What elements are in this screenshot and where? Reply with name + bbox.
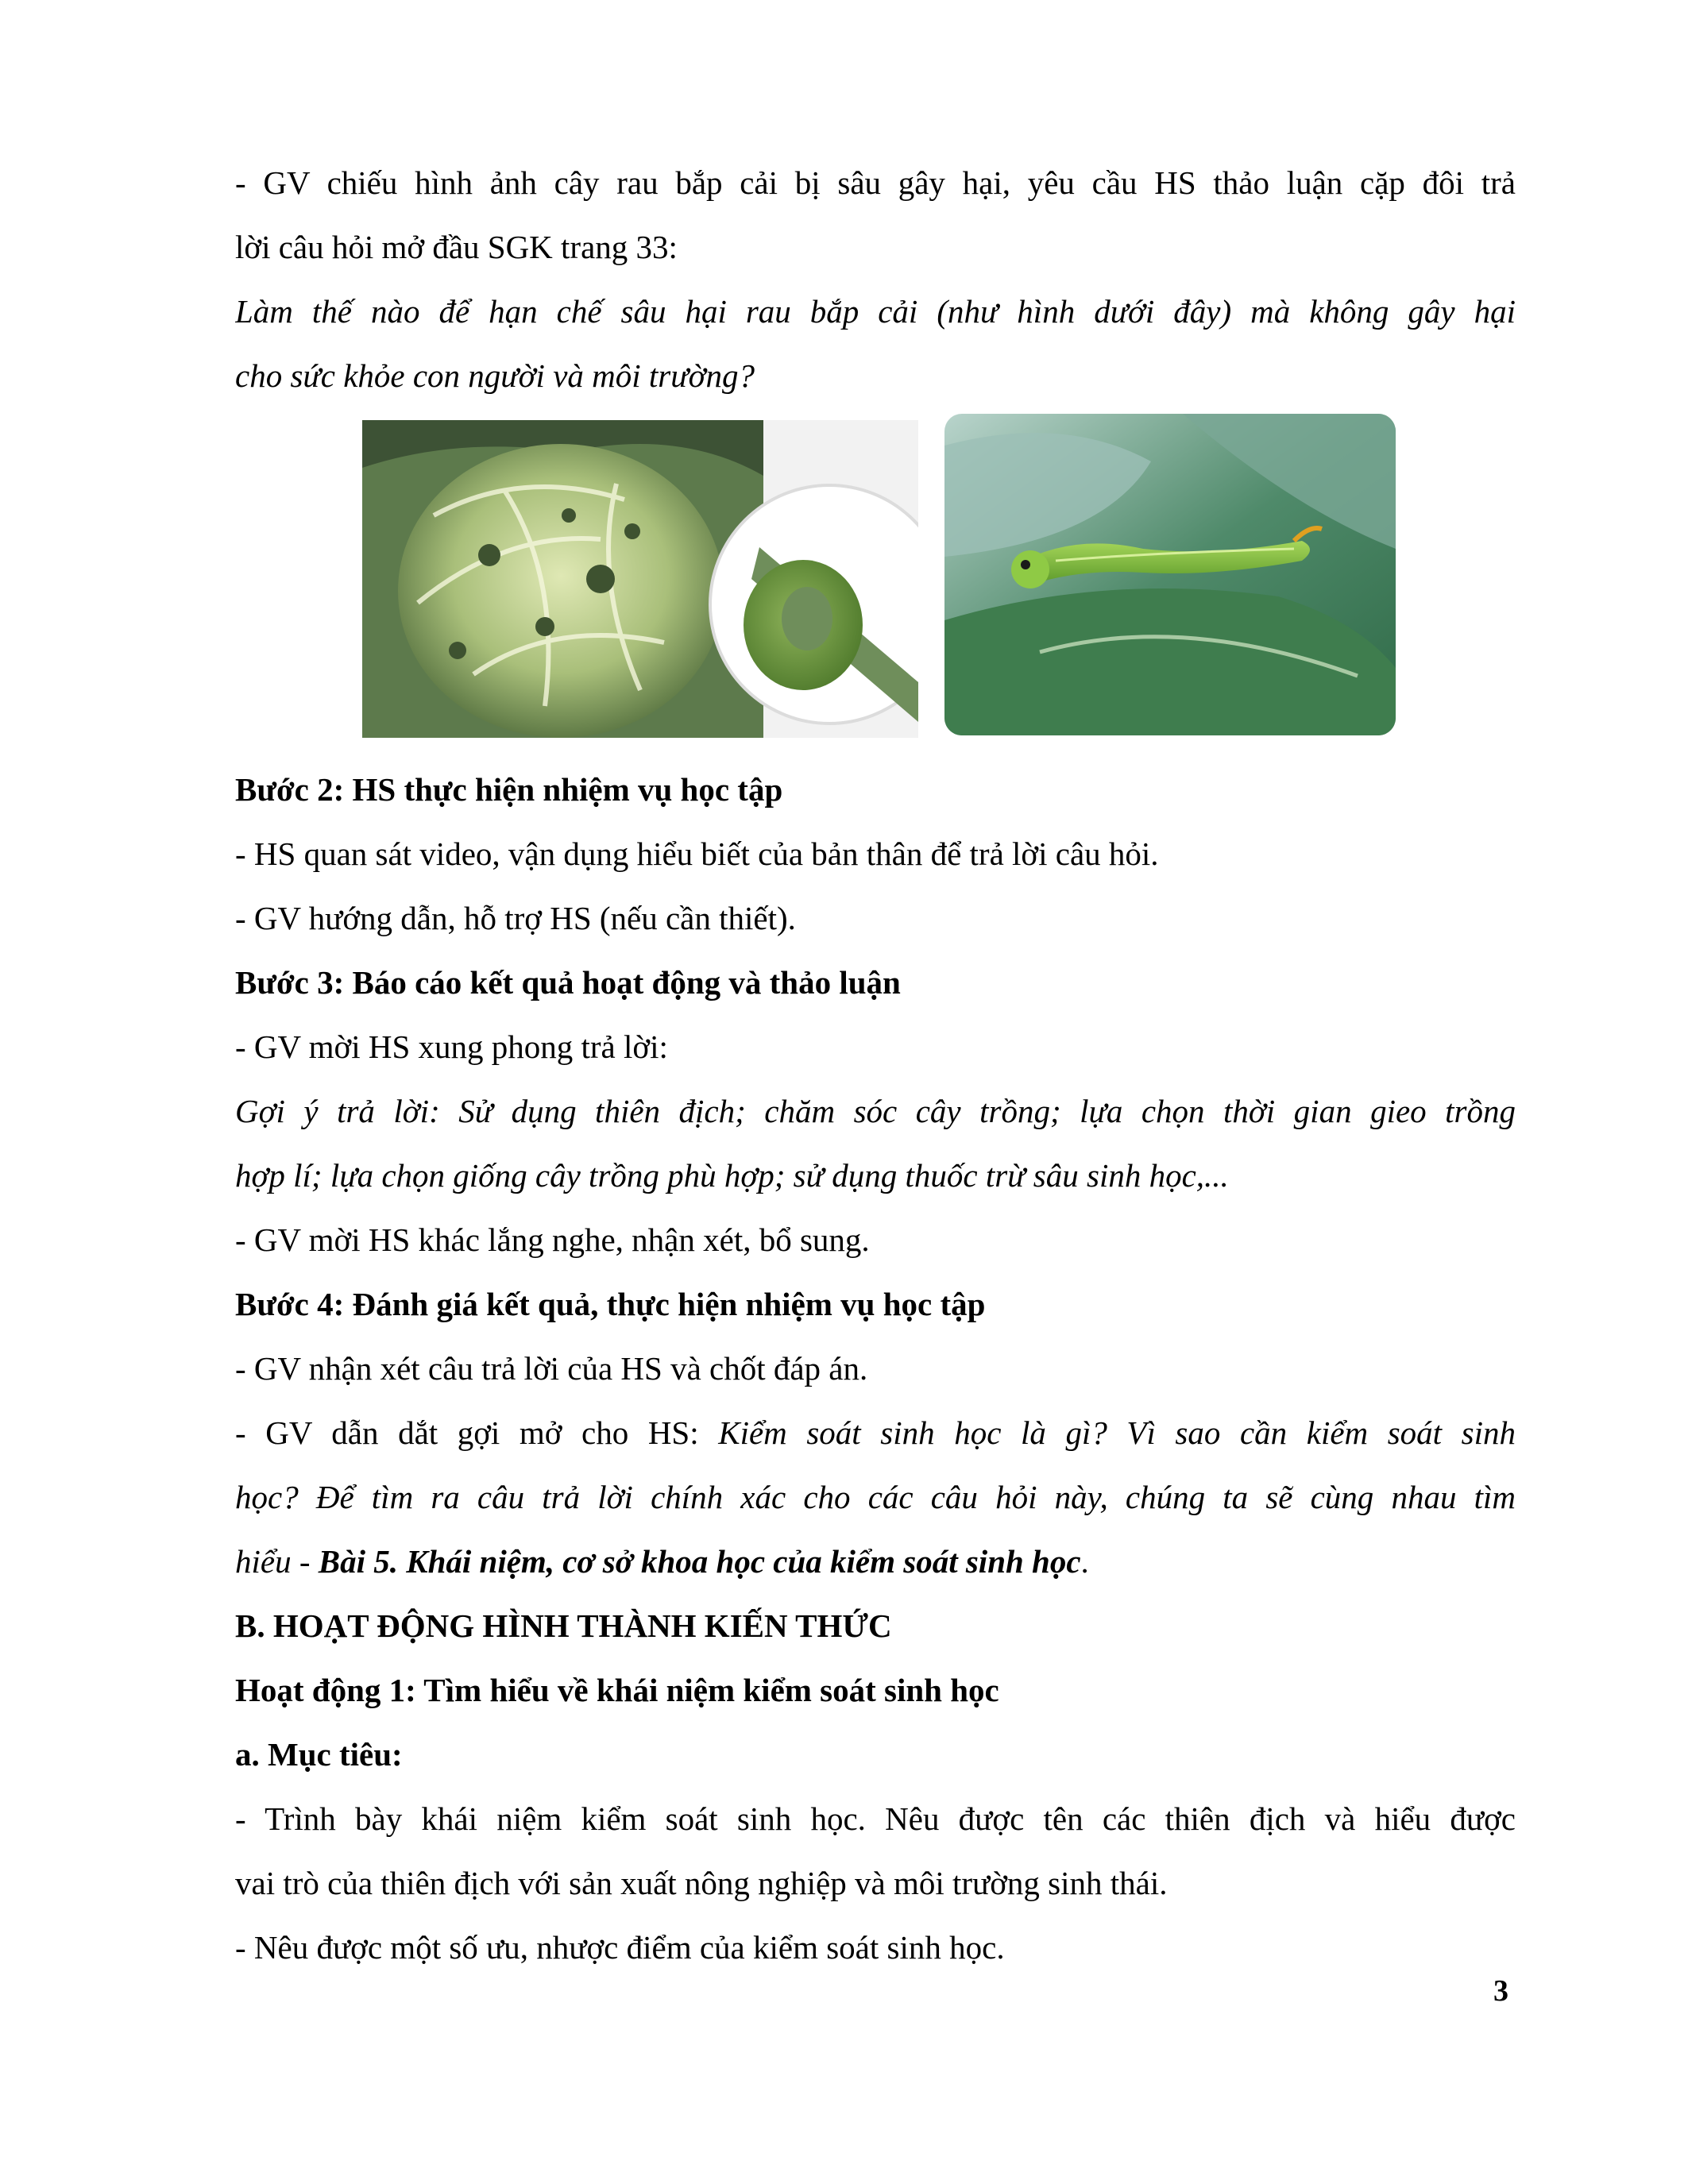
cabbage-pest-figure — [235, 414, 1516, 757]
lesson-title: Bài 5. Khái niệm, cơ sở khoa học của kiểm soát sinh học — [318, 1543, 1081, 1580]
paragraph-line: học? Để tìm ra câu trả lời chính xác cho các câu hỏi này, chúng ta sẽ cùng nhau tìm — [235, 1479, 1516, 1515]
page-number: 3 — [1493, 1974, 1508, 2008]
answer-hint-line: hợp lí; lựa chọn giống cây trồng phù hợp; sử dụng thuốc trừ sâu sinh học,... — [235, 1157, 1229, 1194]
step-3-heading: Bước 3: Báo cáo kết quả hoạt động và thảo luận — [235, 964, 901, 1001]
question-line: Làm thế nào để hạn chế sâu hại rau bắp cải (như hình dưới đây) mà không gây hại — [235, 293, 1516, 330]
answer-hint-line: Gợi ý trả lời: Sử dụng thiên địch; chăm sóc cây trồng; lựa chọn thời gian gieo trồng — [235, 1093, 1516, 1129]
paragraph-line — [235, 1530, 1516, 1594]
paragraph-line: - HS quan sát video, vận dụng hiểu biết của bản thân để trả lời câu hỏi. — [235, 835, 1159, 872]
section-b-heading: B. HOẠT ĐỘNG HÌNH THÀNH KIẾN THỨC — [235, 1607, 892, 1644]
paragraph-line: - GV mời HS khác lắng nghe, nhận xét, bổ sung. — [235, 1221, 870, 1258]
lesson-prefix: hiểu - — [235, 1543, 319, 1580]
intro-question: Kiểm soát sinh học là gì? Vì sao cần kiểm soát sinh — [718, 1414, 1516, 1451]
page-content — [235, 151, 1516, 1980]
paragraph-line: - GV nhận xét câu trả lời của HS và chốt đáp án. — [235, 1350, 868, 1387]
paragraph-line: - Nêu được một số ưu, nhược điểm của kiểm soát sinh học. — [235, 1929, 1005, 1966]
paragraph-line: lời câu hỏi mở đầu SGK trang 33: — [235, 229, 678, 265]
objective-heading: a. Mục tiêu: — [235, 1736, 403, 1773]
paragraph-line: - GV hướng dẫn, hỗ trợ HS (nếu cần thiết). — [235, 900, 796, 936]
paragraph-line — [235, 1401, 1516, 1465]
question-line: cho sức khỏe con người và môi trường? — [235, 357, 755, 394]
intro-text: - GV dẫn dắt gợi mở cho HS: — [235, 1414, 719, 1451]
green-caterpillar-photo — [944, 414, 1396, 735]
paragraph-line: - GV chiếu hình ảnh cây rau bắp cải bị sâu gây hại, yêu cầu HS thảo luận cặp đôi trả — [235, 164, 1516, 201]
lesson-period: . — [1080, 1543, 1089, 1580]
paragraph-line: vai trò của thiên địch với sản xuất nông nghiệp và môi trường sinh thái. — [235, 1865, 1168, 1901]
activity-1-heading: Hoạt động 1: Tìm hiểu về khái niệm kiểm soát sinh học — [235, 1672, 999, 1708]
step-4-heading: Bước 4: Đánh giá kết quả, thực hiện nhiệm vụ học tập — [235, 1286, 986, 1322]
step-2-heading: Bước 2: HS thực hiện nhiệm vụ học tập — [235, 771, 783, 808]
paragraph-line: - Trình bày khái niệm kiểm soát sinh học. Nêu được tên các thiên địch và hiểu được — [235, 1800, 1516, 1837]
paragraph-line: - GV mời HS xung phong trả lời: — [235, 1028, 668, 1065]
damaged-cabbage-photo — [362, 420, 918, 738]
